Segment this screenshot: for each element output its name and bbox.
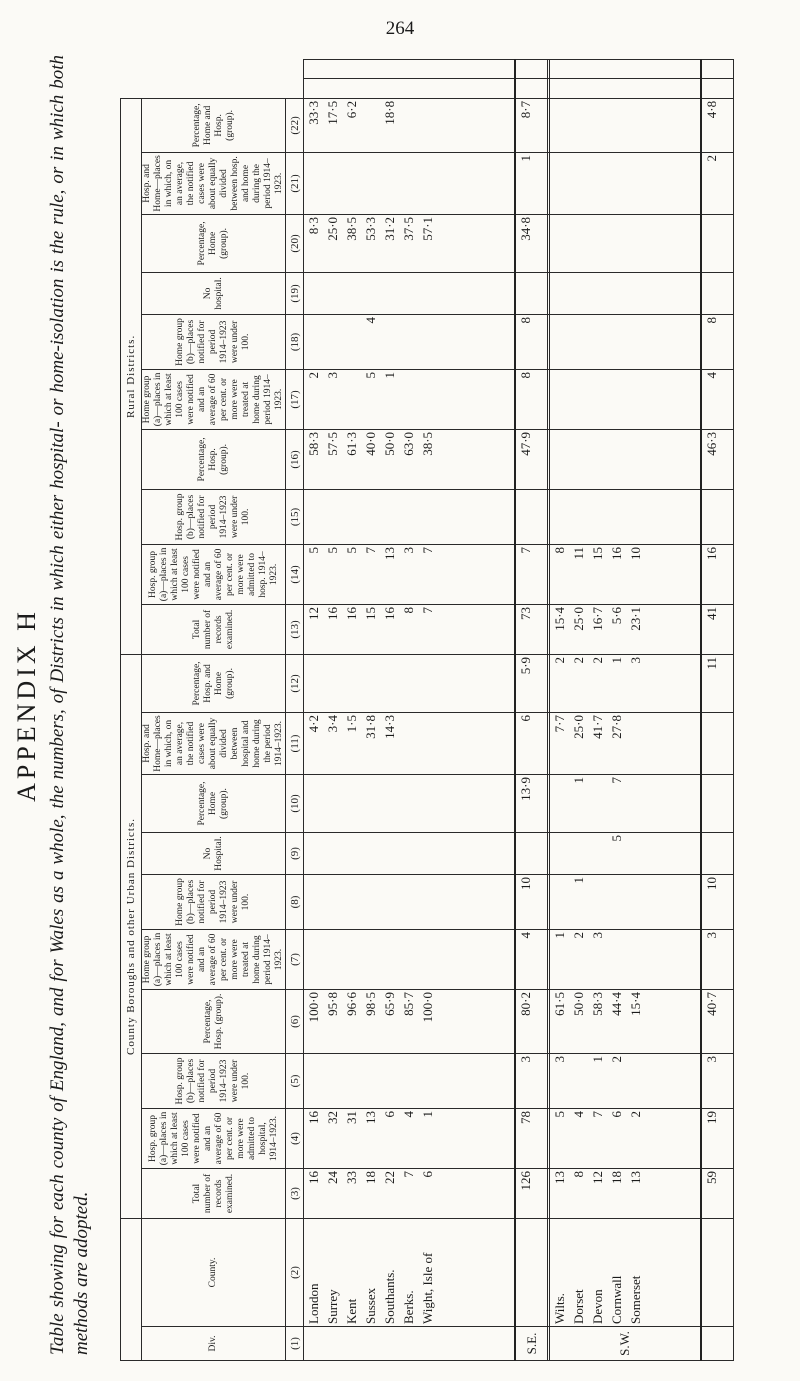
cell-col-17 <box>549 369 701 429</box>
group-header-rural: Rural Districts. <box>121 98 142 654</box>
cell-col-8: 1 <box>549 875 701 930</box>
cell-col-20: 8·3 25·0 38·5 53·3 31·2 37·5 57·1 <box>304 214 516 272</box>
table-row <box>549 60 701 1361</box>
cell-col-18: 8 <box>515 314 547 369</box>
cell-col-14: 7 <box>515 544 547 604</box>
cell-col-14: 16 <box>701 544 733 604</box>
cell-col-19 <box>515 272 547 314</box>
county-cell: London Surrey Kent Sussex Southants. Berks. Wight, Isle of <box>304 1219 516 1327</box>
cell-col-17: 8 <box>515 369 547 429</box>
cell-col-22 <box>549 98 701 152</box>
cell-col-24 <box>304 60 516 79</box>
cell-col-15 <box>515 489 547 544</box>
division-cell: S.E. <box>515 1327 547 1361</box>
cell-col-10 <box>304 775 516 833</box>
cell-col-3: 59 <box>701 1169 733 1219</box>
column-number-19: (19) <box>286 272 304 314</box>
cell-col-15 <box>549 489 701 544</box>
column-header-9: No Hospital. <box>142 833 286 875</box>
rotated-page <box>0 41 800 1381</box>
cell-col-7: 3 <box>701 930 733 990</box>
cell-col-19 <box>304 272 516 314</box>
column-number-1: (1) <box>286 1327 304 1361</box>
cell-col-12: 5·9 <box>515 654 547 712</box>
cell-col-5: 3 <box>515 1054 547 1109</box>
cell-col-21 <box>549 152 701 214</box>
cell-col-12: 11 <box>701 654 733 712</box>
column-number-3: (3) <box>286 1169 304 1219</box>
cell-col-22: 8·7 <box>515 98 547 152</box>
column-number-17: (17) <box>286 369 304 429</box>
cell-col-18 <box>549 314 701 369</box>
cell-col-15 <box>304 489 516 544</box>
cell-col-24 <box>549 60 701 79</box>
cell-col-8: 10 <box>515 875 547 930</box>
cell-col-19 <box>701 272 733 314</box>
cell-col-24 <box>515 60 547 79</box>
column-number-12: (12) <box>286 654 304 712</box>
column-header-14: Hosp. group (a)—places in which at least 100 cases were notified and an average of 60 per cent. or more were admitted to hosp. 1914–1923. <box>142 544 286 604</box>
cell-col-17: 2 3 5 1 <box>304 369 516 429</box>
column-header-6: Percentage, Hosp. (group). <box>142 990 286 1054</box>
cell-col-20 <box>701 214 733 272</box>
heading <box>12 55 94 1355</box>
column-number-13: (13) <box>286 604 304 654</box>
cell-col-7: 1 2 3 <box>549 930 701 990</box>
cell-col-14: 5 5 5 7 13 3 7 <box>304 544 516 604</box>
cell-col-5: 3 <box>701 1054 733 1109</box>
division-cell <box>701 1327 733 1361</box>
group-header-urban: County Boroughs and other Urban Districts. <box>121 654 142 1218</box>
column-number-14: (14) <box>286 544 304 604</box>
cell-col-13: 41 <box>701 604 733 654</box>
column-header-8: Home group (b)—places notified for period 1914–1923 were under 100. <box>142 875 286 930</box>
cell-col-16: 47·9 <box>515 429 547 489</box>
cell-col-6: 40·7 <box>701 990 733 1054</box>
cell-col-11: 6 <box>515 713 547 775</box>
column-header-19: No hospital. <box>142 272 286 314</box>
cell-col-18: 8 <box>701 314 733 369</box>
column-number-16: (16) <box>286 429 304 489</box>
column-number-2: (2) <box>286 1219 304 1327</box>
appendix-title: APPENDIX H <box>12 608 41 802</box>
data-table <box>120 59 734 1361</box>
column-number-20: (20) <box>286 214 304 272</box>
column-number-row <box>286 60 304 1361</box>
column-header-18: Home group (b)—places notified for period 1914–1923 were under 100. <box>142 314 286 369</box>
column-header-4: Hosp. group (a)—places in which at least 100 cases were notified and an average of 60 per cent. or more were admitted to hospital, 1914–1923. <box>142 1109 286 1169</box>
column-number-9: (9) <box>286 833 304 875</box>
column-number-11: (11) <box>286 713 304 775</box>
cell-col-4: 16 32 31 13 6 4 1 <box>304 1109 516 1169</box>
cell-col-21: 2 <box>701 152 733 214</box>
cell-col-5 <box>304 1054 516 1109</box>
cell-col-20: 34·8 <box>515 214 547 272</box>
cell-col-8: 10 <box>701 875 733 930</box>
cell-col-9 <box>304 833 516 875</box>
column-header-row <box>142 60 286 1361</box>
county-cell <box>515 1219 547 1327</box>
cell-col-23 <box>701 79 733 98</box>
cell-col-7: 4 <box>515 930 547 990</box>
cell-col-21 <box>304 152 516 214</box>
cell-col-12: 2 2 2 1 3 <box>549 654 701 712</box>
cell-col-19 <box>549 272 701 314</box>
column-header-5: Hosp. group (b)—places notified for period 1914–1923 were under 100. <box>142 1054 286 1109</box>
cell-col-7 <box>304 930 516 990</box>
cell-col-20 <box>549 214 701 272</box>
cell-col-4: 19 <box>701 1109 733 1169</box>
column-header-13: Total number of records examined. <box>142 604 286 654</box>
cell-col-3: 126 <box>515 1169 547 1219</box>
cell-col-16: 58·3 57·5 61·3 40·0 50·0 63·0 38·5 <box>304 429 516 489</box>
cell-col-11: 7·7 25·0 41·7 27·8 <box>549 713 701 775</box>
table-row <box>701 60 733 1361</box>
cell-col-6: 61·5 50·0 58·3 44·4 15·4 <box>549 990 701 1054</box>
table-row <box>304 60 516 1361</box>
cell-col-16: 46·3 <box>701 429 733 489</box>
column-header-22: Percentage, Home and Hosp. (group). <box>142 98 286 152</box>
cell-col-11: 4·2 3·4 1·5 31·8 14·3 <box>304 713 516 775</box>
cell-col-9 <box>515 833 547 875</box>
column-number-18: (18) <box>286 314 304 369</box>
cell-col-4: 78 <box>515 1109 547 1169</box>
cell-col-4: 5 4 7 6 2 <box>549 1109 701 1169</box>
statistics-table <box>120 59 734 1361</box>
column-header-15: Hosp. group (b)—places notified for period 1914–1923 were under 100. <box>142 489 286 544</box>
cell-col-3: 13 8 12 18 13 <box>549 1169 701 1219</box>
cell-col-10: 13·9 <box>515 775 547 833</box>
cell-col-5: 3 1 2 <box>549 1054 701 1109</box>
cell-col-22: 4·8 <box>701 98 733 152</box>
cell-col-24 <box>701 60 733 79</box>
county-cell <box>701 1219 733 1327</box>
column-number-22: (22) <box>286 98 304 152</box>
column-header-16: Percentage, Hosp. (group). <box>142 429 286 489</box>
table-row <box>515 60 547 1361</box>
column-number-15: (15) <box>286 489 304 544</box>
cell-col-23 <box>515 79 547 98</box>
cell-col-10: 1 7 <box>549 775 701 833</box>
cell-col-15 <box>701 489 733 544</box>
cell-col-23 <box>304 79 516 98</box>
column-header-7: Home group (a)—places in which at least 100 cases were notified and an average of 60 per cent. or more were treated at home during period 1914–1923. <box>142 930 286 990</box>
column-number-6: (6) <box>286 990 304 1054</box>
cell-col-13: 73 <box>515 604 547 654</box>
cell-col-14: 8 11 15 16 10 <box>549 544 701 604</box>
column-header-17: Home group (a)—places in which at least 100 cases were notified and an average of 60 per cent. or more were treated at home during period 1914–1923. <box>142 369 286 429</box>
cell-col-3: 16 24 33 18 22 7 6 <box>304 1169 516 1219</box>
cell-col-9: 5 <box>549 833 701 875</box>
group-header-left <box>121 1219 142 1361</box>
cell-col-12 <box>304 654 516 712</box>
column-header-1: Div. <box>142 1327 286 1361</box>
cell-col-13: 15·4 25·0 16·7 5·6 23·1 <box>549 604 701 654</box>
cell-col-8 <box>304 875 516 930</box>
column-number-5: (5) <box>286 1054 304 1109</box>
cell-col-6: 100·0 95·8 96·6 98·5 65·9 85·7 100·0 <box>304 990 516 1054</box>
table-body <box>304 60 734 1361</box>
column-header-2: County. <box>142 1219 286 1327</box>
column-number-21: (21) <box>286 152 304 214</box>
column-number-4: (4) <box>286 1109 304 1169</box>
column-header-20: Percentage, Home (group). <box>142 214 286 272</box>
county-cell: Wilts. Dorset Devon Cornwall Somerset <box>549 1219 701 1327</box>
cell-col-22: 33·3 17·5 6·2 18·8 <box>304 98 516 152</box>
column-header-21: Hosp. and Home—places in which, on an average, the notified cases were about equally divided between hosp. and home during the period 1914–1923. <box>142 152 286 214</box>
cell-col-11 <box>701 713 733 775</box>
cell-col-16 <box>549 429 701 489</box>
cell-col-23 <box>549 79 701 98</box>
column-number-7: (7) <box>286 930 304 990</box>
division-cell <box>304 1327 516 1361</box>
column-header-10: Percentage, Home (group). <box>142 775 286 833</box>
column-header-11: Hosp. and Home—places in which, on an average, the notified cases were about equally divided between hospital and home during the period 1914–1923. <box>142 713 286 775</box>
column-header-12: Percentage, Hosp. and Home (group). <box>142 654 286 712</box>
cell-col-21: 1 <box>515 152 547 214</box>
table-title: Table showing for each county of England, and for Wales as a whole, the numbers, of Districts in which either hospital- or home-isolation is the rule, or in which both methods are adopted. <box>47 55 92 1355</box>
page-number: 264 <box>385 18 415 39</box>
column-number-8: (8) <box>286 875 304 930</box>
cell-col-18: 4 <box>304 314 516 369</box>
cell-col-6: 80·2 <box>515 990 547 1054</box>
division-cell: S.W. <box>549 1327 701 1361</box>
cell-col-17: 4 <box>701 369 733 429</box>
cell-col-9 <box>701 833 733 875</box>
cell-col-13: 12 16 16 15 16 8 7 <box>304 604 516 654</box>
column-number-10: (10) <box>286 775 304 833</box>
cell-col-10 <box>701 775 733 833</box>
column-header-3: Total number of records examined. <box>142 1169 286 1219</box>
